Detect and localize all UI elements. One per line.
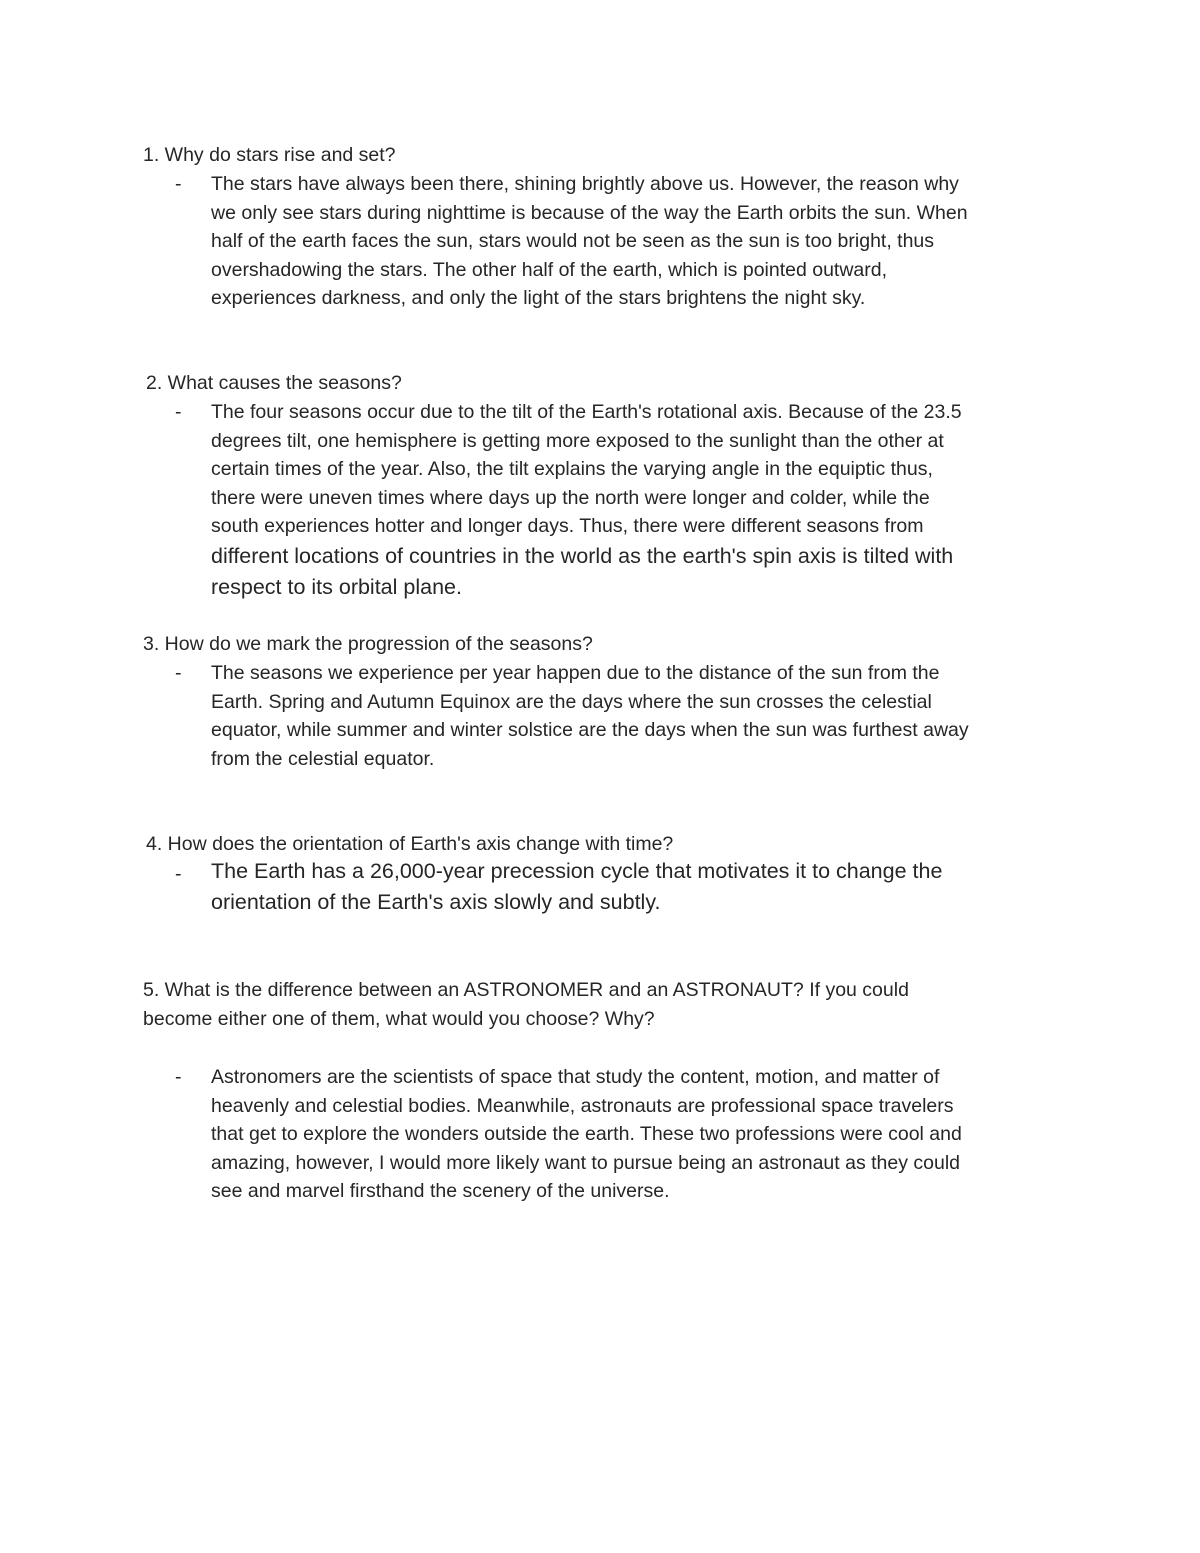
answer-line: amazing, however, I would more likely want to pursue being an astronaut as they could: [211, 1151, 961, 1174]
answer-line: orientation of the Earth's axis slowly and subtly.: [211, 890, 661, 914]
answer-line: The seasons we experience per year happen due to the distance of the sun from the: [211, 662, 940, 684]
answer-line: Astronomers are the scientists of space that study the content, motion, and matter of: [211, 1066, 940, 1088]
question-4: 4. How does the orientation of Earth's axis change with time?: [146, 833, 674, 855]
answer-line: overshadowing the stars. The other half of the earth, which is pointed outward,: [211, 258, 888, 281]
bullet-dash: -: [175, 401, 182, 423]
answer-line: equator, while summer and winter solstice are the days when the sun was furthest away: [211, 719, 969, 741]
answer-line: degrees tilt, one hemisphere is getting more exposed to the sunlight than the other at: [211, 429, 944, 452]
answer-line: we only see stars during nighttime is because of the way the Earth orbits the sun. When: [211, 201, 968, 224]
question-3: 3. How do we mark the progression of the seasons?: [143, 633, 593, 655]
answer-line: Earth. Spring and Autumn Equinox are the days where the sun crosses the celestial: [211, 690, 932, 713]
answer-line: heavenly and celestial bodies. Meanwhile, astronauts are professional space travelers: [211, 1094, 954, 1117]
bullet-dash: -: [175, 662, 182, 684]
answer-line: south experiences hotter and longer days. Thus, there were different seasons from: [211, 515, 924, 537]
answer-line: there were uneven times where days up the north were longer and colder, while the: [211, 486, 930, 509]
answer-5: [211, 1063, 1061, 1206]
answer-3: [211, 659, 1061, 773]
answer-line: certain times of the year. Also, the tilt explains the varying angle in the equiptic thus,: [211, 458, 933, 480]
bullet-dash: -: [175, 1066, 182, 1088]
answer-line: from the celestial equator.: [211, 747, 435, 770]
answer-line: see and marvel firsthand the scenery of the universe.: [211, 1180, 670, 1202]
bullet-dash: -: [175, 173, 182, 195]
answer-2: [211, 398, 1061, 603]
bullet-dash: -: [175, 863, 182, 885]
answer-line: respect to its orbital plane.: [211, 574, 462, 599]
answer-line: experiences darkness, and only the light of the stars brightens the night sky.: [211, 287, 866, 309]
answer-line: The stars have always been there, shining brightly above us. However, the reason why: [211, 173, 959, 195]
question-5-line-1: 5. What is the difference between an ASTRONOMER and an ASTRONAUT? If you could: [143, 979, 909, 1001]
answer-line: The Earth has a 26,000-year precession cycle that motivates it to change the: [211, 859, 943, 883]
answer-4: [211, 856, 1061, 918]
question-5-line-2: become either one of them, what would you choose? Why?: [143, 1008, 655, 1030]
question-1: 1. Why do stars rise and set?: [143, 144, 396, 166]
question-2: 2. What causes the seasons?: [146, 372, 402, 394]
answer-line: The four seasons occur due to the tilt of the Earth's rotational axis. Because of the 23.5: [211, 401, 962, 423]
answer-line: that get to explore the wonders outside the earth. These two professions were cool and: [211, 1123, 962, 1145]
answer-line: half of the earth faces the sun, stars would not be seen as the sun is too bright, thus: [211, 230, 935, 252]
answer-line: different locations of countries in the world as the earth's spin axis is tilted with: [211, 543, 954, 568]
answer-1: [211, 170, 1061, 313]
